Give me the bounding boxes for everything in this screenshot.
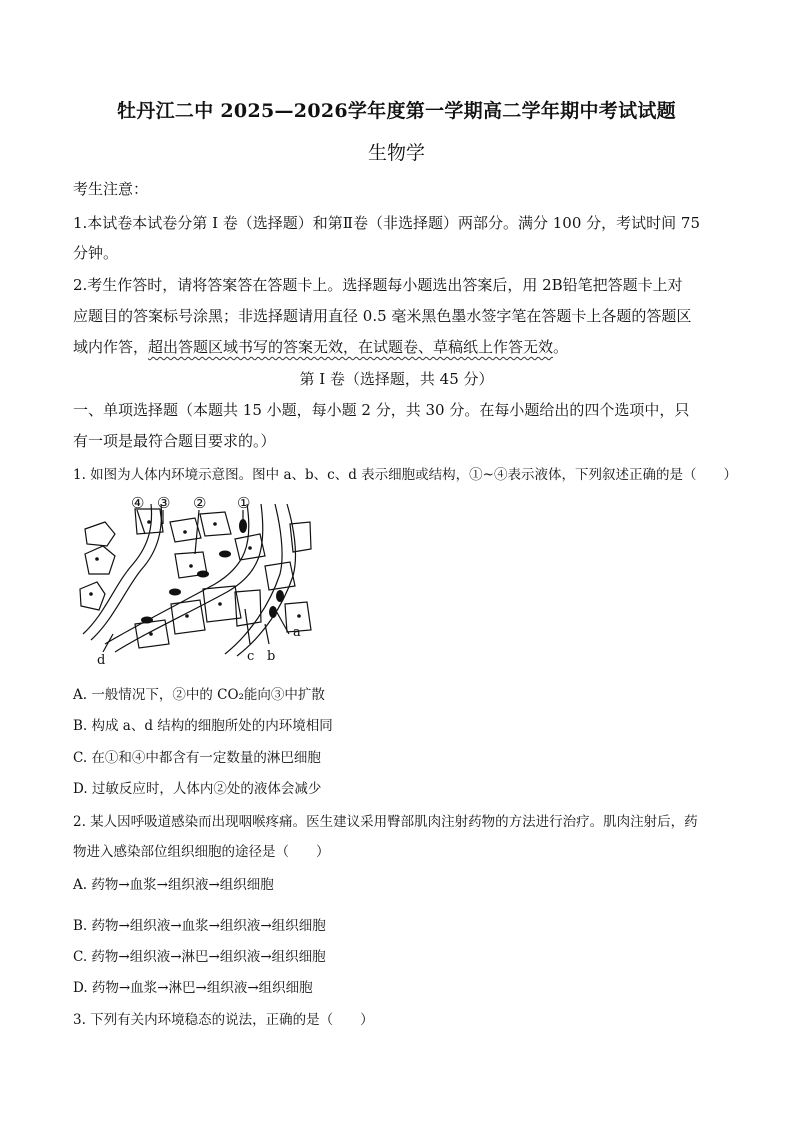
cell-nucleus — [183, 530, 187, 534]
cell-nucleus — [149, 632, 153, 636]
cell-nucleus — [218, 602, 222, 606]
question-2-option-c: C. 药物→组织液→淋巴→组织液→组织细胞 — [73, 949, 326, 965]
question-2-option-a: A. 药物→血浆→组织液→组织细胞 — [73, 877, 274, 893]
leader-line — [265, 624, 269, 644]
red-blood-cell — [269, 606, 277, 618]
question-2-option-d: D. 药物→血浆→淋巴→组织液→组织细胞 — [73, 980, 313, 996]
question-1-stem: 1. 如图为人体内环境示意图。图中 a、b、c、d 表示细胞或结构，①~④表示液体，下列叙述正确的是（ ） — [73, 467, 737, 483]
cell-nucleus — [89, 592, 93, 596]
figure-label-3: ③ — [157, 494, 171, 512]
red-blood-cell — [239, 519, 247, 533]
notice-item2-line3 — [73, 336, 723, 357]
leader-line — [137, 510, 145, 534]
figure-label-1: ① — [237, 494, 251, 512]
section-instruction-line1: 一、单项选择题（本题共 15 小题，每小题 2 分，共 30 分。在每小题给出的四个选项中，只 — [73, 401, 690, 419]
question-1-option-b: B. 构成 a、d 结构的细胞所处的内环境相同 — [73, 718, 333, 734]
cell-nucleus — [185, 614, 189, 618]
question-1-option-c: C. 在①和④中都含有一定数量的淋巴细胞 — [73, 750, 321, 766]
question-2-option-b: B. 药物→组织液→血浆→组织液→组织细胞 — [73, 918, 326, 934]
capillary-wall — [105, 504, 249, 644]
question-2-stem-line1: 2. 某人因呼吸道感染而出现咽喉疼痛。医生建议采用臀部肌肉注射药物的方法进行治疗。肌肉注射后，药 — [73, 814, 698, 830]
red-blood-cell — [141, 617, 153, 624]
question-3-stem: 3. 下列有关内环境稳态的说法，正确的是（ ） — [73, 1012, 374, 1028]
section-instruction-line2: 有一项是最符合题目要求的。） — [73, 432, 276, 450]
internal-environment-diagram — [75, 494, 315, 664]
capillary-wall — [225, 504, 282, 654]
leader-line — [195, 510, 199, 554]
tissue-cell — [265, 562, 295, 590]
notice-item2-line3-a: 域内作答， — [73, 338, 149, 356]
figure-label-2: ② — [193, 494, 207, 512]
red-blood-cell — [276, 590, 284, 602]
cell-nucleus — [95, 557, 99, 561]
notice-item1-line2: 分钟。 — [73, 244, 119, 262]
cell-nucleus — [297, 614, 301, 618]
red-blood-cell — [169, 589, 181, 596]
question-2-stem-line2: 物进入感染部位组织细胞的途径是（ ） — [73, 844, 330, 860]
leader-line — [103, 634, 113, 652]
cell-nucleus — [213, 522, 217, 526]
cell-nucleus — [147, 520, 151, 524]
notice-item2-line3-c: 。 — [553, 338, 569, 356]
notice-heading: 考生注意： — [73, 180, 149, 198]
cell-nucleus — [189, 564, 193, 568]
tissue-cell — [80, 582, 105, 610]
exam-subject: 生物学 — [367, 142, 425, 164]
question-1-option-d: D. 过敏反应时，人体内②处的液体会减少 — [73, 781, 322, 797]
tissue-cell — [85, 546, 115, 574]
notice-emphasis: 超出答题区域书写的答案无效，在试题卷、草稿纸上作答无效 — [148, 338, 554, 356]
notice-item2-line2: 应题目的答案标号涂黑；非选择题请用直径 0.5 毫米黑色墨水签字笔在答题卡上各题的答题区 — [73, 307, 692, 325]
figure-label-4: ④ — [131, 494, 145, 512]
figure-label-a: a — [293, 625, 301, 640]
section-title: 第 I 卷（选择题，共 45 分） — [299, 370, 494, 388]
question-1-option-a: A. 一般情况下，②中的 CO₂能向③中扩散 — [73, 687, 325, 703]
figure-label-c: c — [247, 649, 255, 664]
leader-line — [245, 609, 250, 644]
figure-label-d: d — [97, 653, 106, 664]
figure-label-b: b — [267, 649, 276, 664]
leader-line — [275, 609, 289, 634]
notice-item1-line1: 1.本试卷本试卷分第 I 卷（选择题）和第Ⅱ卷（非选择题）两部分。满分 100 分，考试时间 75 — [73, 214, 700, 232]
red-blood-cell — [219, 551, 231, 558]
tissue-cell — [85, 522, 115, 546]
notice-item2-line1: 2.考生作答时，请将答案答在答题卡上。选择题每小题选出答案后，用 2B铅笔把答题卡上对 — [73, 276, 683, 294]
cell-nucleus — [248, 546, 252, 550]
exam-title: 牡丹江二中 2025—2026学年度第一学期高二学年期中考试试题 — [117, 100, 676, 122]
red-blood-cell — [197, 571, 209, 578]
